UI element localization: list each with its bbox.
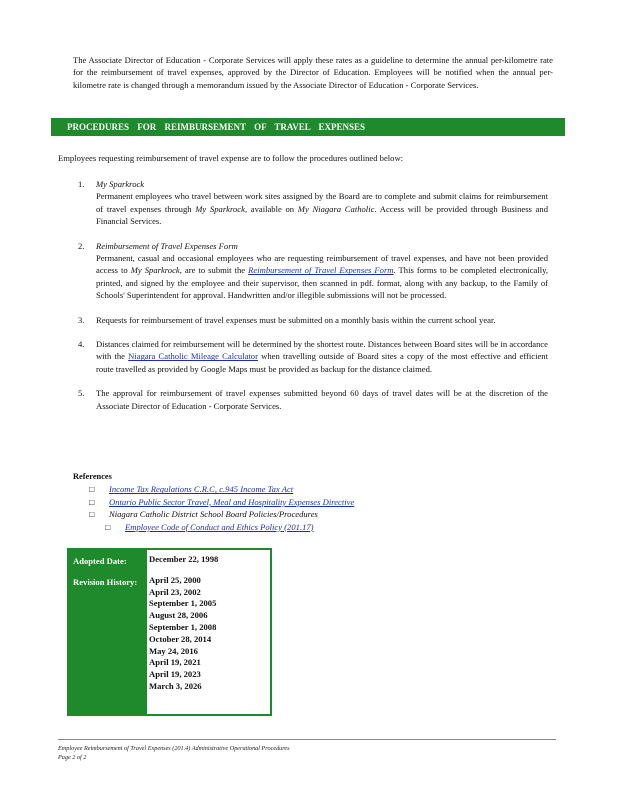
step-number: 3.	[78, 314, 85, 325]
adopted-date-value: December 22, 1998	[149, 554, 219, 564]
reference-item	[73, 508, 543, 520]
revision-history-box	[67, 548, 272, 716]
step-text: , available on	[244, 203, 298, 214]
step-text: . Access will be provided through Business and Financial Services.	[96, 203, 549, 227]
step-title: Reimbursement of Travel Expenses Form	[96, 240, 238, 251]
lead-text: Employees requesting reimbursement of travel expense are to follow the procedures outlined below:	[58, 153, 404, 163]
bullet-icon: □	[105, 521, 111, 532]
reference-item	[73, 483, 543, 495]
history-label-column	[69, 550, 147, 714]
step-number: 5.	[78, 388, 85, 399]
step-text-italic: My Niagara Catholic	[297, 203, 375, 214]
footer-title: Employee Reimbursement of Travel Expenses (201.4) Administrative Operational Procedures	[58, 745, 290, 752]
step-number: 2.	[78, 240, 85, 251]
revision-date: April 25, 2000	[149, 574, 201, 585]
history-values	[149, 554, 218, 693]
page-footer	[58, 739, 556, 762]
step-text-italic: My Sparkrock	[130, 265, 180, 276]
revision-date: October 28, 2014	[149, 633, 212, 644]
revision-date: April 19, 2021	[149, 657, 201, 668]
step-text: Permanent, casual and occasional employees who are requesting reimbursement of travel expenses, and have not been provided access to	[96, 253, 548, 276]
step-2	[78, 240, 548, 302]
revision-date: April 19, 2023	[149, 669, 201, 680]
step-number: 4.	[78, 339, 85, 350]
step-title: My Sparkrock	[96, 179, 145, 189]
reference-item	[73, 496, 543, 508]
revision-date: April 23, 2002	[149, 586, 201, 597]
bullet-icon: □	[89, 496, 95, 507]
bullet-icon: □	[89, 509, 95, 520]
section-banner: PROCEDURES FOR REIMBURSEMENT OF TRAVEL EXPENSES	[51, 118, 565, 136]
step-3	[78, 314, 548, 326]
step-text: Distances claimed for reimbursement will be determined by the shortest route. Distances between Board sites will be in accordance with the	[96, 339, 548, 362]
step-number: 1.	[78, 179, 85, 189]
reference-text: Niagara Catholic District School Board Policies/Procedures	[109, 509, 318, 520]
reference-link[interactable]: Income Tax Regulations C.R.C, c.945 Income Tax Act	[109, 484, 294, 495]
step-text: The approval for reimbursement of travel expenses submitted beyond 60 days of travel dates will be at the discretion of the Associate Director of Education - Corporate Services.	[96, 388, 548, 411]
reference-link[interactable]: Employee Code of Conduct and Ethics Policy (201.17)	[125, 521, 314, 532]
reimbursement-form-link[interactable]: Reimbursement of Travel Expenses Form	[248, 265, 394, 276]
step-text: . This forms to be completed electronically, printed, and signed by the employee and their supervisor, then scanned in pdf. format, along with any backup, to the Family of Schools' Superintendent for approval. Handwritten and/or illegible submissions will not be processed.	[96, 265, 548, 301]
adopted-date-label: Adopted Date:	[73, 556, 127, 566]
revision-date: May 24, 2016	[149, 645, 198, 656]
references-title: References	[73, 472, 112, 481]
intro-paragraph: The Associate Director of Education - Corporate Services will apply these rates as a guideline to determine the annual per-kilometre rate for the reimbursement of travel expenses, approved by the Director of Education. Employees will be notified when the annual per-kilometre rate is changed through a memorandum issued by the Associate Director of Education - Corporate Services.	[73, 55, 553, 90]
reference-item	[73, 521, 543, 533]
step-text: Permanent employees who travel between work sites assigned by the Board are to complete and submit claims for reimbursement of travel expenses through	[96, 191, 548, 214]
revision-date: September 1, 2008	[149, 621, 217, 632]
step-text: , are to submit the	[179, 265, 249, 276]
revision-date: March 3, 2026	[149, 680, 202, 691]
page-number: Page 2 of 2	[58, 754, 87, 761]
mileage-calculator-link[interactable]: Niagara Catholic Mileage Calculator	[128, 351, 258, 362]
references-section	[73, 471, 543, 533]
bullet-icon: □	[89, 484, 95, 495]
step-text: Requests for reimbursement of travel expenses must be submitted on a monthly basis within the current school year.	[96, 314, 496, 325]
step-1	[78, 178, 548, 228]
step-text-italic: My Sparkrock	[195, 203, 245, 214]
revision-date: September 1, 2005	[149, 598, 217, 609]
revision-date: August 28, 2006	[149, 610, 208, 621]
reference-link[interactable]: Ontario Public Sector Travel, Meal and Hospitality Expenses Directive	[109, 496, 355, 507]
procedure-steps	[78, 178, 548, 424]
step-5	[78, 387, 548, 412]
step-text: when travelling outside of Board sites a copy of the most effective and efficient route travelled as provided by Google Maps must be provided as backup for the distance claimed.	[96, 351, 548, 374]
step-4	[78, 338, 548, 375]
revision-history-label: Revision History:	[73, 577, 138, 587]
